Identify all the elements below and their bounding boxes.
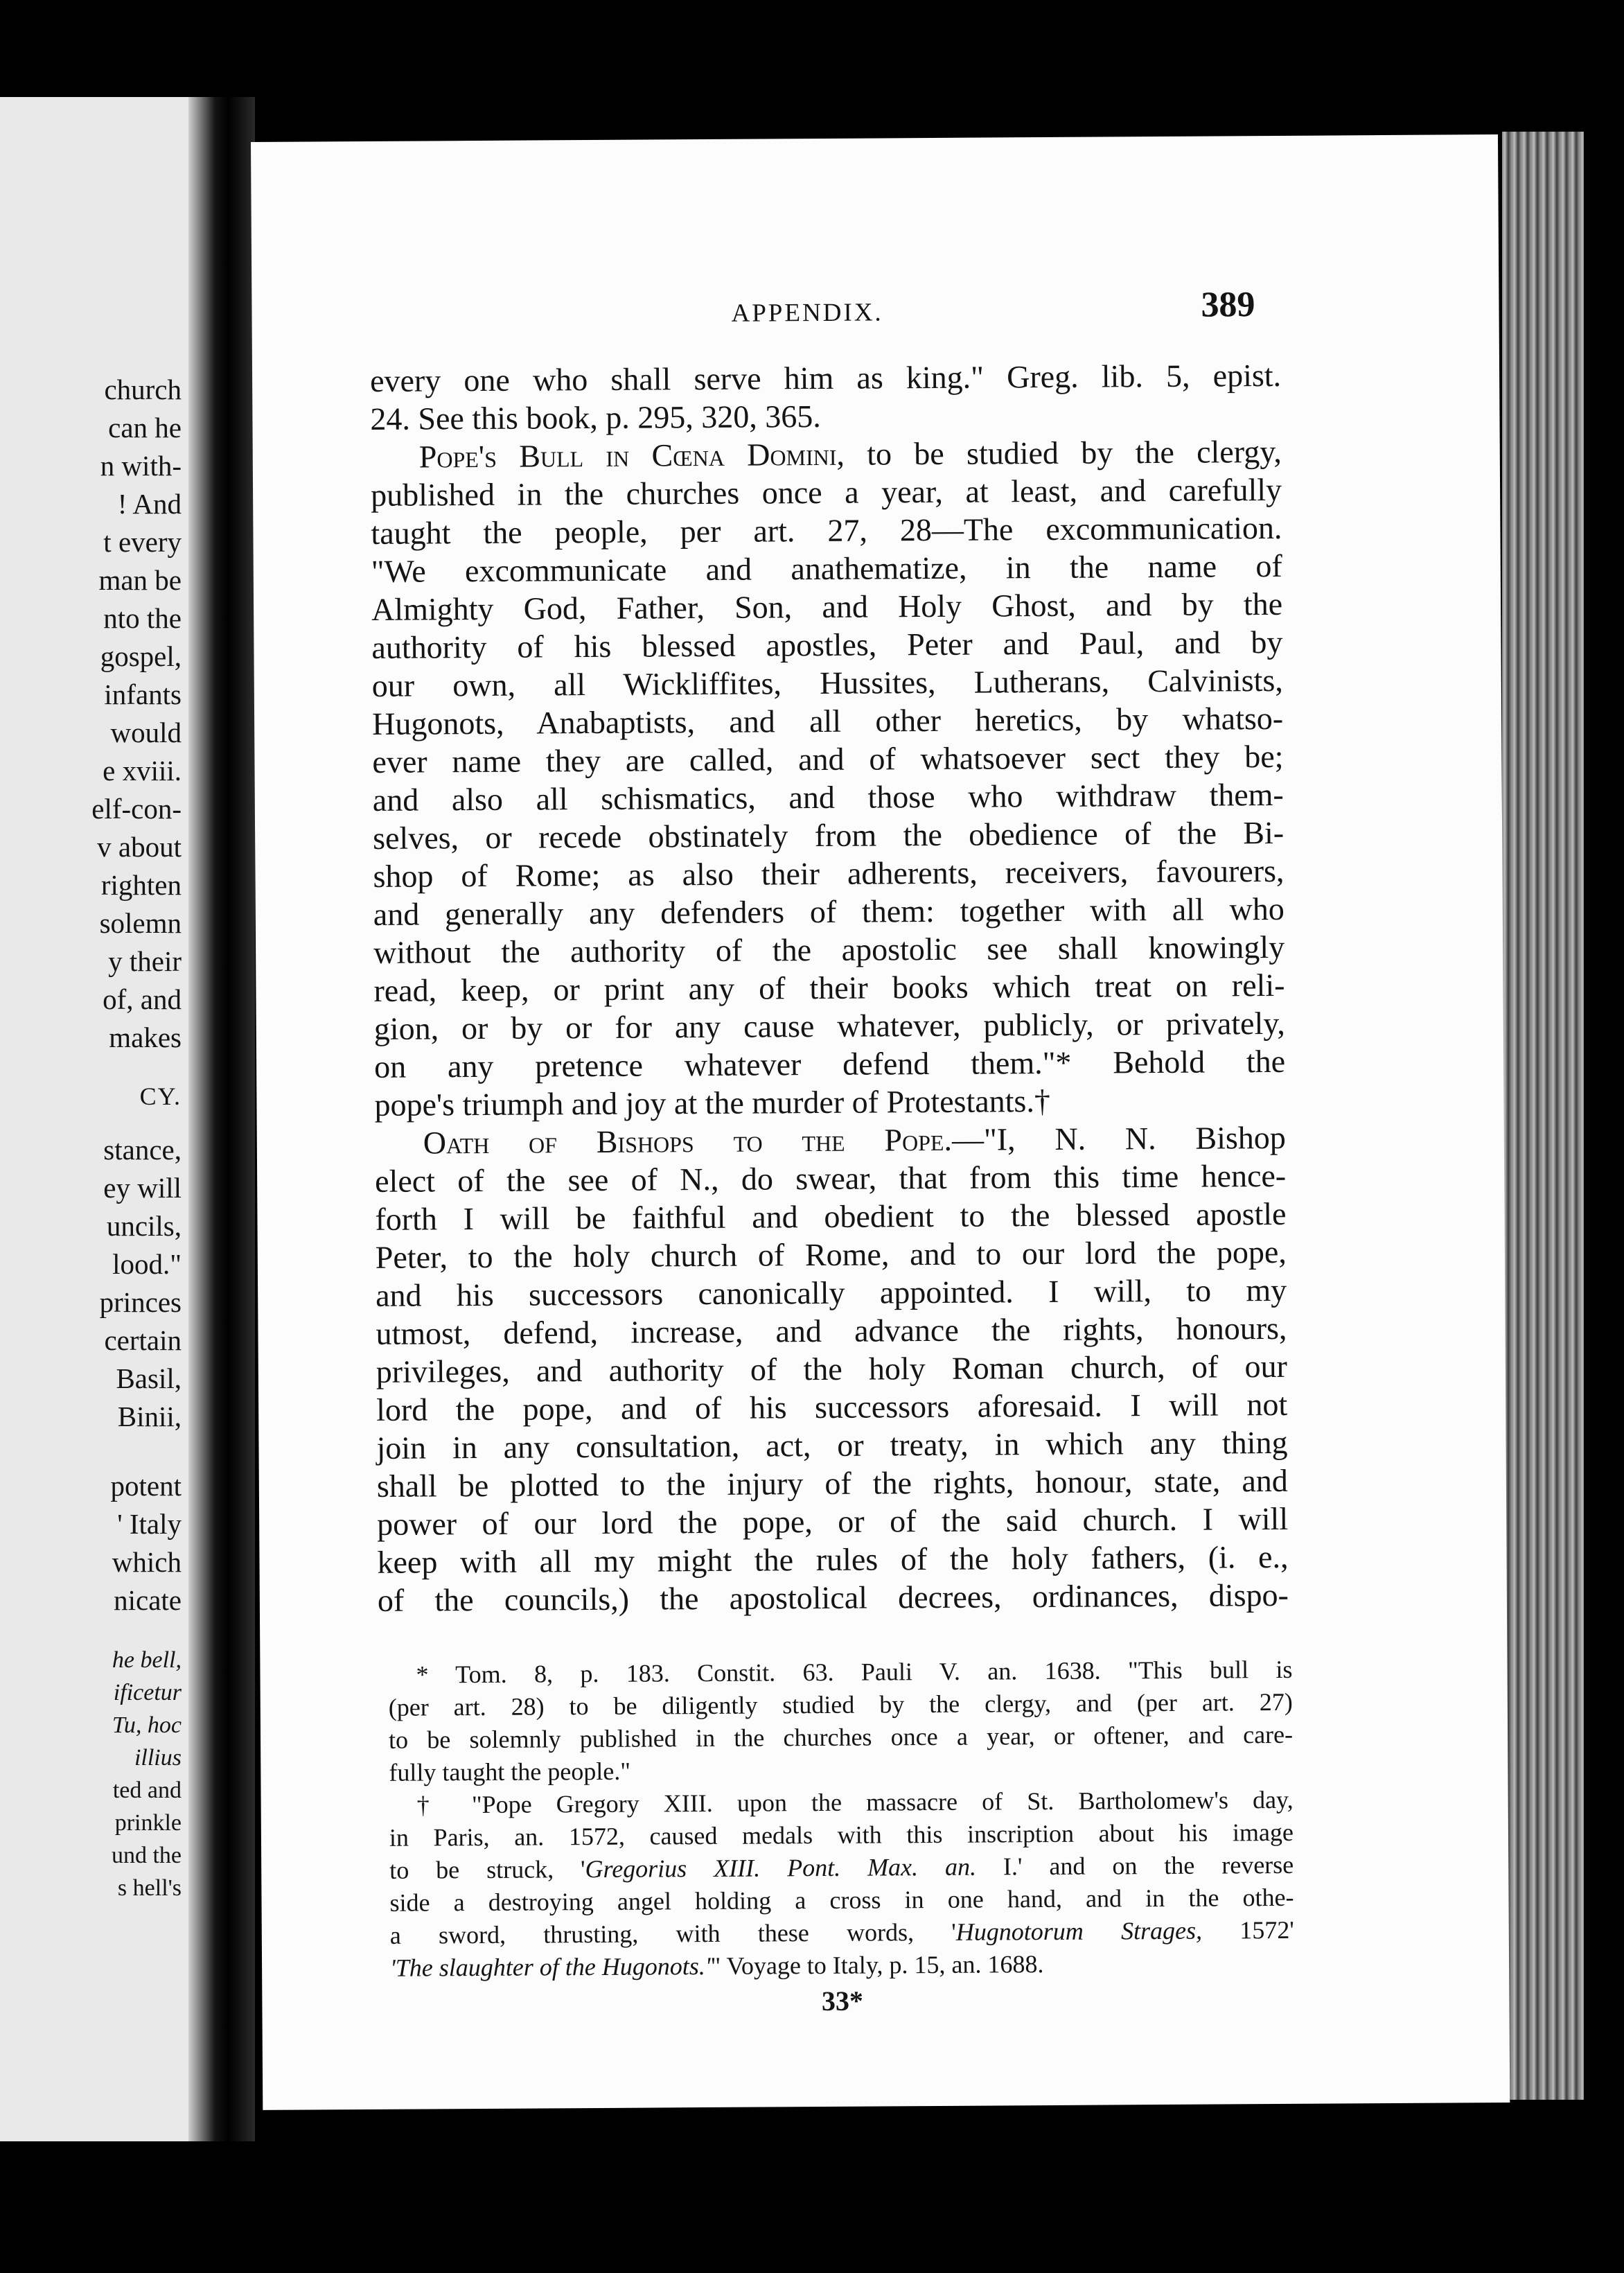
text-line: elect of the see of N., do swear, that from this time hence- <box>375 1157 1287 1199</box>
footnote-line: a sword, thrusting, with these words, 'Hugnotorum Strages, 1572' <box>389 1915 1294 1949</box>
left-line: n with- <box>100 450 182 482</box>
left-footnote-line: ted and <box>112 1778 182 1803</box>
page-number: 389 <box>1201 285 1255 325</box>
text-line: Oath of Bishops to the Pope.—"I, N. N. Bishop <box>423 1119 1286 1161</box>
running-head: APPENDIX. <box>731 298 883 328</box>
text-line: published in the churches once a year, at least, and carefully <box>370 471 1282 513</box>
footnote-line: fully taught the people." <box>389 1757 631 1787</box>
left-line: potent <box>110 1470 182 1502</box>
footnote-line: 'The slaughter of the Hugonots.'" Voyage to Italy, p. 15, an. 1688. <box>389 1950 1044 1982</box>
footnotes <box>388 1653 1294 2020</box>
text-line: and also all schismatics, and those who withdraw them- <box>372 776 1284 818</box>
text-line: power of our lord the pope, or of the said church. I will <box>377 1500 1289 1542</box>
text-line: our own, all Wickliffites, Hussites, Lutherans, Calvinists, <box>371 662 1283 703</box>
left-line: would <box>110 717 182 748</box>
footnote-line: to be struck, 'Gregorius XIII. Pont. Max. an. I.' and on the reverse <box>389 1850 1294 1884</box>
left-line: certain <box>104 1324 182 1356</box>
left-line: v about <box>97 831 182 863</box>
left-line: elf-con- <box>91 793 182 825</box>
text-line: ever name they are called, and of whatsoever sect they be; <box>372 738 1284 780</box>
text-line: shop of Rome; as also their adherents, receivers, favourers, <box>373 852 1285 894</box>
section-heading: Pope's Bull in Cœna Domini, <box>418 436 845 475</box>
left-line: nicate <box>114 1584 182 1616</box>
text-line: privileges, and authority of the holy Roman church, of our <box>376 1348 1287 1389</box>
left-footnote-line: illius <box>134 1745 182 1771</box>
text-line: authority of his blessed apostles, Peter and Paul, and by <box>371 624 1283 665</box>
left-footnote-line: s hell's <box>117 1875 182 1901</box>
text-line: 24. See this book, p. 295, 320, 365. <box>370 398 821 437</box>
text-line: pope's triumph and joy at the murder of Protestants.† <box>374 1082 1051 1123</box>
text-line: utmost, defend, increase, and advance the rights, honours, <box>376 1310 1287 1351</box>
left-spacer <box>0 1620 182 1644</box>
text-line: gion, or by or for any cause whatever, publicly, or privately, <box>373 1005 1285 1046</box>
text-line: on any pretence whatever defend them."* Behold the <box>373 1043 1286 1085</box>
text-line: selves, or recede obstinately from the obedience of the Bi- <box>372 814 1285 856</box>
text-line: of the councils,) the apostolical decrees, ordinances, dispo- <box>377 1577 1289 1618</box>
left-line: ' Italy <box>117 1508 182 1540</box>
left-footnote-line: Tu, hoc <box>112 1712 182 1738</box>
left-line: lood." <box>112 1248 182 1280</box>
left-line: of, and <box>103 983 182 1015</box>
left-footnote-line: ificetur <box>113 1680 182 1705</box>
right-page <box>251 134 1510 2110</box>
left-heading: CY. <box>139 1082 182 1110</box>
footnote-line: to be solemnly published in the churches once a year, or oftener, and care- <box>388 1720 1294 1754</box>
footnote-line: (per art. 28) to be diligently studied by the clergy, and (per art. 27) <box>388 1687 1293 1721</box>
left-line: stance, <box>103 1134 182 1166</box>
left-line: righten <box>100 869 182 901</box>
left-line: y their <box>108 945 182 977</box>
left-line: e xviii. <box>103 755 182 787</box>
left-line: princes <box>99 1286 182 1318</box>
footnote-line: † "Pope Gregory XIII. upon the massacre of St. Bartholomew's day, <box>416 1785 1294 1819</box>
body-text <box>370 356 1289 1620</box>
left-line: makes <box>109 1021 182 1053</box>
text-line: Pope's Bull in Cœna Domini, to be studied by the clergy, <box>418 433 1282 475</box>
text-line: and his successors canonically appointed. I will, to my <box>376 1272 1287 1313</box>
left-spacer <box>0 1436 182 1467</box>
text-line: taught the people, per art. 27, 28—The excommunication. <box>371 509 1282 551</box>
left-line: ! And <box>117 488 182 520</box>
left-spacer <box>0 1057 182 1078</box>
left-footnote-line: he bell, <box>112 1647 182 1673</box>
text-line: forth I will be faithful and obedient to the blessed apostle <box>375 1195 1287 1237</box>
text-line: "We excommunicate and anathematize, in the name of <box>371 547 1282 589</box>
text-line: Hugonots, Anabaptists, and all other heretics, by whatso- <box>371 700 1284 741</box>
book-gutter <box>188 97 255 2141</box>
text-line: Peter, to the holy church of Rome, and to our lord the pope, <box>375 1234 1287 1275</box>
left-line: Binii, <box>117 1401 182 1432</box>
text-line: shall be plotted to the injury of the rights, honour, state, and <box>376 1462 1288 1504</box>
text-line: Almighty God, Father, Son, and Holy Ghost, and by the <box>371 586 1283 627</box>
text-line: read, keep, or print any of their books which treat on reli- <box>373 967 1285 1008</box>
text-line: lord the pope, and of his successors aforesaid. I will not <box>376 1386 1288 1428</box>
footnote-line: * Tom. 8, p. 183. Constit. 63. Pauli V. an. 1638. "This bull is <box>416 1655 1293 1689</box>
text-line: every one who shall serve him as king." Greg. lib. 5, epist. <box>369 357 1282 398</box>
left-line: can he <box>108 412 182 444</box>
page-edges <box>1502 132 1584 2100</box>
left-page-lines <box>0 371 182 1904</box>
left-line: t every <box>103 526 182 558</box>
signature-mark: 33* <box>821 1985 864 2017</box>
left-spacer <box>0 1116 182 1131</box>
left-line: church <box>104 374 182 405</box>
left-line: nto the <box>103 602 182 634</box>
left-line: Basil, <box>116 1362 182 1394</box>
left-line: which <box>112 1546 182 1578</box>
left-line: gospel, <box>100 640 182 672</box>
left-page-fragment <box>0 97 188 2141</box>
section-heading: Oath of Bishops to the Pope. <box>423 1121 953 1161</box>
footnote-line: side a destroying angel holding a cross in one hand, and in the othe- <box>389 1883 1294 1917</box>
left-footnote-line: und the <box>111 1843 182 1868</box>
text-line: and generally any defenders of them: together with all who <box>373 890 1285 932</box>
left-line: solemn <box>99 907 182 939</box>
text-line: keep with all my might the rules of the holy fathers, (i. e., <box>377 1538 1289 1580</box>
left-line: uncils, <box>106 1210 182 1242</box>
text-line: join in any consultation, act, or treaty, in which any thing <box>376 1424 1288 1466</box>
left-line: ey will <box>103 1172 182 1204</box>
text-line: without the authority of the apostolic see shall knowingly <box>373 929 1285 970</box>
left-line: infants <box>104 678 182 710</box>
footnote-line: in Paris, an. 1572, caused medals with this inscription about his image <box>389 1818 1294 1852</box>
left-footnote-line: prinkle <box>114 1810 182 1836</box>
left-line: man be <box>98 564 182 596</box>
